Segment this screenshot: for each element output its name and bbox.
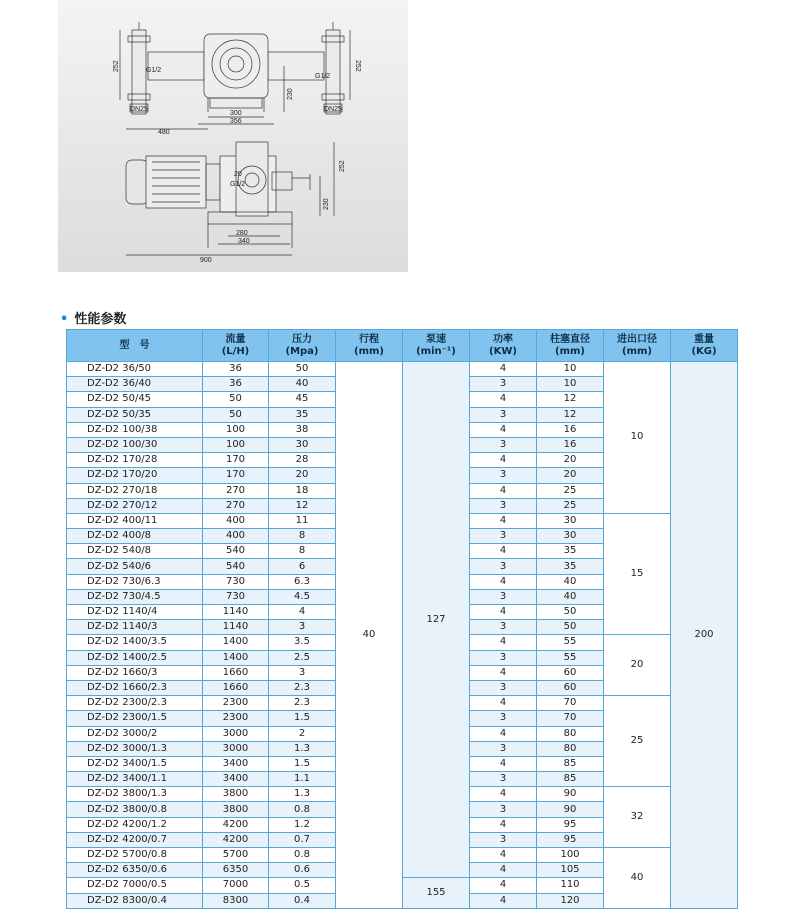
plunger-diameter-cell: 20: [537, 468, 604, 483]
power-cell: 3: [470, 498, 537, 513]
power-cell: 4: [470, 878, 537, 893]
pressure-cell: 0.5: [269, 878, 336, 893]
model-cell: DZ-D2 270/12: [67, 498, 203, 513]
pressure-cell: 3: [269, 620, 336, 635]
model-cell: DZ-D2 2300/2.3: [67, 696, 203, 711]
flow-cell: 6350: [203, 863, 269, 878]
table-row: [67, 362, 738, 377]
plunger-diameter-cell: 55: [537, 635, 604, 650]
plunger-diameter-cell: 60: [537, 680, 604, 695]
model-cell: DZ-D2 400/8: [67, 529, 203, 544]
pressure-cell: 3.5: [269, 635, 336, 650]
pressure-cell: 1.5: [269, 756, 336, 771]
model-cell: DZ-D2 1140/3: [67, 620, 203, 635]
weight-cell: 200: [671, 362, 738, 909]
flow-cell: 400: [203, 513, 269, 528]
model-cell: DZ-D2 8300/0.4: [67, 893, 203, 908]
power-cell: 3: [470, 377, 537, 392]
model-cell: DZ-D2 1400/2.5: [67, 650, 203, 665]
dim-280: 280: [236, 230, 248, 237]
flow-cell: 1140: [203, 605, 269, 620]
header-unit: (Mpa): [285, 345, 319, 357]
power-cell: 3: [470, 832, 537, 847]
plunger-diameter-cell: 55: [537, 650, 604, 665]
header-cell: [67, 330, 203, 362]
pressure-cell: 0.4: [269, 893, 336, 908]
pressure-cell: 8: [269, 544, 336, 559]
model-cell: DZ-D2 3000/1.3: [67, 741, 203, 756]
power-cell: 3: [470, 650, 537, 665]
dim-356: 356: [230, 118, 242, 125]
header-label: 压力: [292, 333, 312, 345]
flow-cell: 730: [203, 589, 269, 604]
model-cell: DZ-D2 270/18: [67, 483, 203, 498]
plunger-diameter-cell: 90: [537, 787, 604, 802]
dim-230-side: 230: [323, 198, 330, 210]
flow-cell: 50: [203, 392, 269, 407]
model-cell: DZ-D2 50/35: [67, 407, 203, 422]
model-cell: DZ-D2 400/11: [67, 513, 203, 528]
dim-300: 300: [230, 110, 242, 117]
header-cell: [470, 330, 537, 362]
power-cell: 3: [470, 589, 537, 604]
model-cell: DZ-D2 50/45: [67, 392, 203, 407]
port-label-left: G1/2: [146, 67, 162, 74]
power-cell: 4: [470, 574, 537, 589]
header-unit: (mm): [354, 345, 384, 357]
flow-cell: 100: [203, 437, 269, 452]
port-label-right: G1/2: [315, 73, 331, 80]
header-unit: (mm): [622, 345, 652, 357]
flow-cell: 5700: [203, 848, 269, 863]
plunger-diameter-cell: 70: [537, 711, 604, 726]
flow-cell: 3000: [203, 741, 269, 756]
pressure-cell: 12: [269, 498, 336, 513]
flow-cell: 50: [203, 407, 269, 422]
header-unit: (mm): [555, 345, 585, 357]
plunger-diameter-cell: 80: [537, 726, 604, 741]
dim-20: 20: [234, 171, 242, 178]
pressure-cell: 8: [269, 529, 336, 544]
pressure-cell: 1.5: [269, 711, 336, 726]
power-cell: 4: [470, 422, 537, 437]
flow-cell: 2300: [203, 696, 269, 711]
power-cell: 4: [470, 756, 537, 771]
pressure-cell: 20: [269, 468, 336, 483]
flow-cell: 36: [203, 377, 269, 392]
flow-cell: 100: [203, 422, 269, 437]
plunger-diameter-cell: 90: [537, 802, 604, 817]
model-cell: DZ-D2 4200/0.7: [67, 832, 203, 847]
plunger-diameter-cell: 50: [537, 605, 604, 620]
pressure-cell: 1.3: [269, 787, 336, 802]
pump-dimension-drawing: [58, 0, 408, 272]
header-cell: [671, 330, 738, 362]
model-cell: DZ-D2 4200/1.2: [67, 817, 203, 832]
model-cell: DZ-D2 170/20: [67, 468, 203, 483]
port-diameter-cell: 10: [604, 362, 671, 514]
pressure-cell: 4: [269, 605, 336, 620]
pressure-cell: 11: [269, 513, 336, 528]
model-cell: DZ-D2 5700/0.8: [67, 848, 203, 863]
pressure-cell: 0.6: [269, 863, 336, 878]
plunger-diameter-cell: 100: [537, 848, 604, 863]
plunger-diameter-cell: 80: [537, 741, 604, 756]
flow-cell: 1660: [203, 680, 269, 695]
plunger-diameter-cell: 110: [537, 878, 604, 893]
power-cell: 3: [470, 620, 537, 635]
model-cell: DZ-D2 1400/3.5: [67, 635, 203, 650]
plunger-diameter-cell: 16: [537, 422, 604, 437]
power-cell: 3: [470, 772, 537, 787]
plunger-diameter-cell: 25: [537, 483, 604, 498]
header-unit: (KW): [489, 345, 517, 357]
plunger-diameter-cell: 95: [537, 817, 604, 832]
model-cell: DZ-D2 1660/3: [67, 665, 203, 680]
pressure-cell: 0.8: [269, 802, 336, 817]
flow-cell: 170: [203, 453, 269, 468]
plunger-diameter-cell: 120: [537, 893, 604, 908]
port-label-side: G1/2: [230, 181, 246, 188]
flow-cell: 4200: [203, 817, 269, 832]
flow-cell: 3800: [203, 787, 269, 802]
pressure-cell: 1.3: [269, 741, 336, 756]
power-cell: 3: [470, 437, 537, 452]
pressure-cell: 1.1: [269, 772, 336, 787]
model-cell: DZ-D2 730/4.5: [67, 589, 203, 604]
flow-cell: 3800: [203, 802, 269, 817]
pressure-cell: 1.2: [269, 817, 336, 832]
pressure-cell: 2: [269, 726, 336, 741]
power-cell: 4: [470, 605, 537, 620]
flow-cell: 3400: [203, 772, 269, 787]
pressure-cell: 4.5: [269, 589, 336, 604]
pressure-cell: 18: [269, 483, 336, 498]
power-cell: 4: [470, 513, 537, 528]
pressure-cell: 6.3: [269, 574, 336, 589]
model-cell: DZ-D2 3800/1.3: [67, 787, 203, 802]
model-cell: DZ-D2 170/28: [67, 453, 203, 468]
header-label: 泵速: [426, 333, 446, 345]
power-cell: 4: [470, 483, 537, 498]
power-cell: 3: [470, 529, 537, 544]
model-cell: DZ-D2 3400/1.1: [67, 772, 203, 787]
pump-speed-cell: 127: [403, 362, 470, 878]
plunger-diameter-cell: 30: [537, 529, 604, 544]
model-cell: DZ-D2 100/38: [67, 422, 203, 437]
power-cell: 4: [470, 392, 537, 407]
plunger-diameter-cell: 20: [537, 453, 604, 468]
plunger-diameter-cell: 105: [537, 863, 604, 878]
flow-cell: 270: [203, 483, 269, 498]
flow-cell: 8300: [203, 893, 269, 908]
model-cell: DZ-D2 1660/2.3: [67, 680, 203, 695]
flow-cell: 400: [203, 529, 269, 544]
header-cell: [537, 330, 604, 362]
header-label: 重量: [694, 333, 714, 345]
pressure-cell: 28: [269, 453, 336, 468]
power-cell: 4: [470, 362, 537, 377]
power-cell: 3: [470, 680, 537, 695]
plunger-diameter-cell: 10: [537, 362, 604, 377]
dim-340: 340: [238, 238, 250, 245]
bullet-icon: •: [60, 312, 69, 327]
performance-table: [66, 329, 738, 909]
flow-cell: 2300: [203, 711, 269, 726]
header-label: 行程: [359, 333, 379, 345]
plunger-diameter-cell: 70: [537, 696, 604, 711]
plunger-diameter-cell: 60: [537, 665, 604, 680]
model-cell: DZ-D2 3800/0.8: [67, 802, 203, 817]
pressure-cell: 38: [269, 422, 336, 437]
power-cell: 4: [470, 453, 537, 468]
port-diameter-cell: 15: [604, 513, 671, 635]
power-cell: 4: [470, 726, 537, 741]
header-cell: [403, 330, 470, 362]
power-cell: 4: [470, 635, 537, 650]
pressure-cell: 6: [269, 559, 336, 574]
power-cell: 3: [470, 711, 537, 726]
model-cell: DZ-D2 3000/2: [67, 726, 203, 741]
port-diameter-cell: 25: [604, 696, 671, 787]
flow-cell: 4200: [203, 832, 269, 847]
plunger-diameter-cell: 85: [537, 772, 604, 787]
flow-cell: 270: [203, 498, 269, 513]
model-cell: DZ-D2 540/6: [67, 559, 203, 574]
pressure-cell: 35: [269, 407, 336, 422]
flow-cell: 540: [203, 544, 269, 559]
power-cell: 4: [470, 848, 537, 863]
pump-speed-cell: 155: [403, 878, 470, 908]
flange-label-right: DN25: [324, 106, 342, 113]
dim-252-side: 252: [339, 160, 346, 172]
stroke-cell: 40: [336, 362, 403, 909]
model-cell: DZ-D2 36/50: [67, 362, 203, 377]
header-unit: (min⁻¹): [416, 345, 456, 357]
header-cell: [203, 330, 269, 362]
power-cell: 4: [470, 863, 537, 878]
plunger-diameter-cell: 35: [537, 559, 604, 574]
port-diameter-cell: 32: [604, 787, 671, 848]
header-label: 柱塞直径: [550, 333, 590, 345]
flow-cell: 1400: [203, 635, 269, 650]
plunger-diameter-cell: 10: [537, 377, 604, 392]
model-cell: DZ-D2 730/6.3: [67, 574, 203, 589]
power-cell: 3: [470, 559, 537, 574]
header-unit: (KG): [691, 345, 717, 357]
power-cell: 4: [470, 817, 537, 832]
model-cell: DZ-D2 36/40: [67, 377, 203, 392]
power-cell: 4: [470, 893, 537, 908]
plunger-diameter-cell: 12: [537, 407, 604, 422]
pressure-cell: 0.7: [269, 832, 336, 847]
header-cell: [604, 330, 671, 362]
power-cell: 4: [470, 544, 537, 559]
power-cell: 3: [470, 407, 537, 422]
header-label: 型 号: [119, 339, 150, 351]
flow-cell: 1660: [203, 665, 269, 680]
header-cell: [336, 330, 403, 362]
section-title: 性能参数: [74, 312, 127, 327]
pressure-cell: 45: [269, 392, 336, 407]
flow-cell: 730: [203, 574, 269, 589]
flow-cell: 1140: [203, 620, 269, 635]
pressure-cell: 3: [269, 665, 336, 680]
plunger-diameter-cell: 40: [537, 574, 604, 589]
flow-cell: 36: [203, 362, 269, 377]
pressure-cell: 40: [269, 377, 336, 392]
dim-252-right: 252: [354, 60, 361, 72]
flow-cell: 3400: [203, 756, 269, 771]
flow-cell: 170: [203, 468, 269, 483]
model-cell: DZ-D2 540/8: [67, 544, 203, 559]
section-heading: [60, 308, 126, 327]
power-cell: 3: [470, 802, 537, 817]
power-cell: 4: [470, 696, 537, 711]
header-cell: [269, 330, 336, 362]
pressure-cell: 2.3: [269, 696, 336, 711]
plunger-diameter-cell: 35: [537, 544, 604, 559]
plunger-diameter-cell: 95: [537, 832, 604, 847]
pressure-cell: 30: [269, 437, 336, 452]
power-cell: 3: [470, 468, 537, 483]
model-cell: DZ-D2 7000/0.5: [67, 878, 203, 893]
plunger-diameter-cell: 85: [537, 756, 604, 771]
flow-cell: 7000: [203, 878, 269, 893]
header-label: 功率: [493, 333, 513, 345]
plunger-diameter-cell: 25: [537, 498, 604, 513]
table-body: [67, 362, 738, 909]
pressure-cell: 2.3: [269, 680, 336, 695]
dim-252-left: 252: [113, 60, 120, 72]
dim-480: 480: [158, 129, 170, 136]
plunger-diameter-cell: 50: [537, 620, 604, 635]
model-cell: DZ-D2 2300/1.5: [67, 711, 203, 726]
model-cell: DZ-D2 3400/1.5: [67, 756, 203, 771]
plunger-diameter-cell: 16: [537, 437, 604, 452]
flow-cell: 1400: [203, 650, 269, 665]
power-cell: 3: [470, 741, 537, 756]
flange-label-left: DN25: [130, 106, 148, 113]
power-cell: 4: [470, 787, 537, 802]
plunger-diameter-cell: 40: [537, 589, 604, 604]
header-label: 进出口径: [617, 333, 657, 345]
pressure-cell: 50: [269, 362, 336, 377]
model-cell: DZ-D2 6350/0.6: [67, 863, 203, 878]
pressure-cell: 2.5: [269, 650, 336, 665]
power-cell: 4: [470, 665, 537, 680]
flow-cell: 3000: [203, 726, 269, 741]
table-header: [67, 330, 738, 362]
header-unit: (L/H): [221, 345, 250, 357]
plunger-diameter-cell: 12: [537, 392, 604, 407]
dim-230-top: 230: [287, 88, 294, 100]
port-diameter-cell: 40: [604, 848, 671, 909]
flow-cell: 540: [203, 559, 269, 574]
model-cell: DZ-D2 100/30: [67, 437, 203, 452]
pressure-cell: 0.8: [269, 848, 336, 863]
header-label: 流量: [225, 333, 246, 345]
dim-900: 900: [200, 257, 212, 264]
model-cell: DZ-D2 1140/4: [67, 605, 203, 620]
plunger-diameter-cell: 30: [537, 513, 604, 528]
port-diameter-cell: 20: [604, 635, 671, 696]
